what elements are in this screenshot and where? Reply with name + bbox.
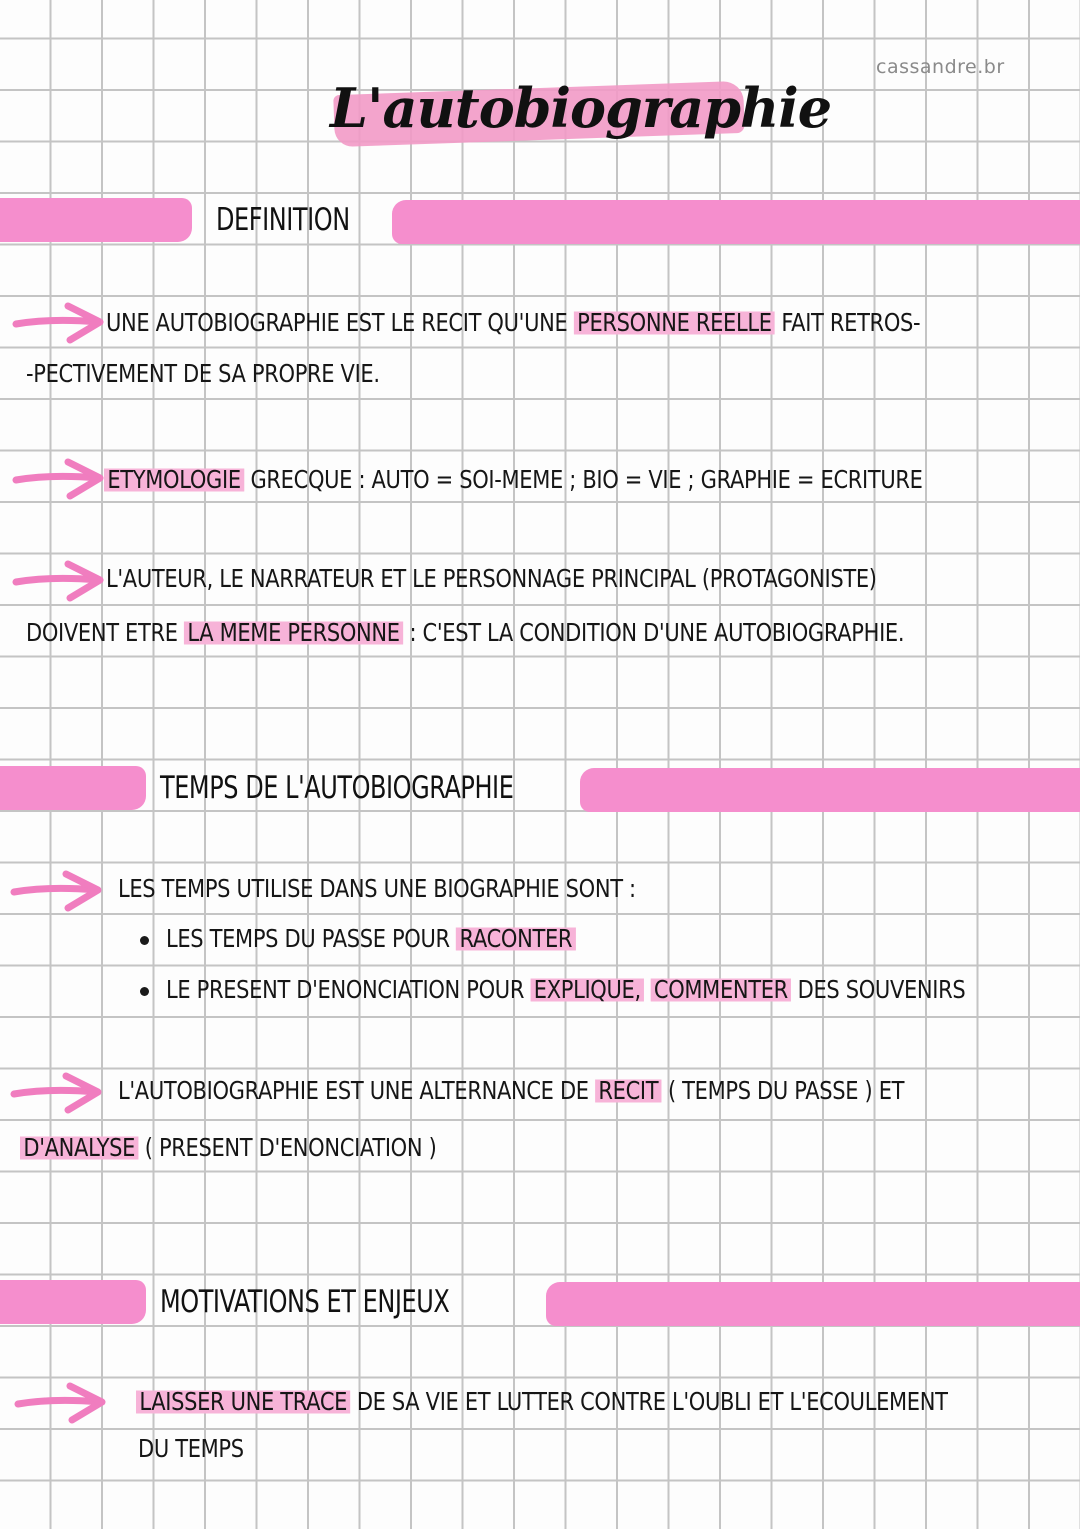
highlight-meme-personne: LA MEME PERSONNE [184, 618, 403, 647]
highlight-personne-reelle: PERSONNE REELLE [574, 308, 775, 337]
section-band-right [392, 200, 1080, 244]
arrow-right-icon [12, 556, 104, 604]
alternance-line-1: L'AUTOBIOGRAPHIE EST UNE ALTERNANCE DE RECIT ( TEMPS DU PASSE ) ET [118, 1076, 905, 1105]
definition-line-2: -PECTIVEMENT DE SA PROPRE VIE. [26, 359, 380, 388]
etymology-line: ETYMOLOGIE GRECQUE : AUTO = SOI-MEME ; BIO = VIE ; GRAPHIE = ECRITURE [104, 463, 923, 497]
section-band-left [0, 1280, 146, 1324]
section-heading-motivations: MOTIVATIONS ET ENJEUX [160, 1284, 450, 1320]
highlight-laisser-une-trace: LAISSER UNE TRACE [136, 1387, 350, 1416]
highlight-analyse: D'ANALYSE [20, 1133, 138, 1162]
section-band-right [546, 1282, 1080, 1326]
highlight-explique: EXPLIQUE, [530, 975, 644, 1004]
section-band-right [580, 768, 1080, 812]
motivation-line-2: DU TEMPS [138, 1434, 244, 1463]
page-title: L'autobiographie [330, 76, 832, 140]
definition-line-1: UNE AUTOBIOGRAPHIE EST LE RECIT QU'UNE PERSONNE REELLE FAIT RETROS- [106, 308, 921, 337]
arrow-right-icon [14, 1378, 106, 1426]
alternance-line-2: D'ANALYSE ( PRESENT D'ENONCIATION ) [20, 1131, 436, 1165]
page-title-block [330, 58, 832, 158]
highlight-recit: RECIT [595, 1076, 662, 1105]
section-heading-definition: DEFINITION [216, 202, 350, 238]
author-watermark: cassandre.br [876, 56, 1005, 78]
bullet-dot [140, 936, 149, 945]
bullet-dot [140, 987, 149, 996]
section-band-left [0, 198, 192, 242]
highlight-commenter: COMMENTER [651, 975, 792, 1004]
motivation-line-1: LAISSER UNE TRACE DE SA VIE ET LUTTER CONTRE L'OUBLI ET L'ECOULEMENT [136, 1385, 948, 1419]
highlight-raconter: RACONTER [456, 924, 575, 953]
section-band-left [0, 766, 146, 810]
temps-intro-line: LES TEMPS UTILISE DANS UNE BIOGRAPHIE SONT : [118, 874, 636, 903]
temps-bullet-2: LE PRESENT D'ENONCIATION POUR EXPLIQUE, COMMENTER DES SOUVENIRS [166, 975, 966, 1004]
condition-line-2: DOIVENT ETRE LA MEME PERSONNE : C'EST LA CONDITION D'UNE AUTOBIOGRAPHIE. [26, 618, 905, 647]
highlight-etymologie: ETYMOLOGIE [104, 465, 244, 494]
arrow-right-icon [10, 866, 102, 914]
arrow-right-icon [12, 454, 104, 502]
arrow-right-icon [12, 298, 104, 346]
section-heading-temps: TEMPS DE L'AUTOBIOGRAPHIE [160, 770, 514, 806]
condition-line-1: L'AUTEUR, LE NARRATEUR ET LE PERSONNAGE PRINCIPAL (PROTAGONISTE) [106, 564, 877, 593]
arrow-right-icon [10, 1068, 102, 1116]
temps-bullet-1: LES TEMPS DU PASSE POUR RACONTER [166, 922, 576, 956]
